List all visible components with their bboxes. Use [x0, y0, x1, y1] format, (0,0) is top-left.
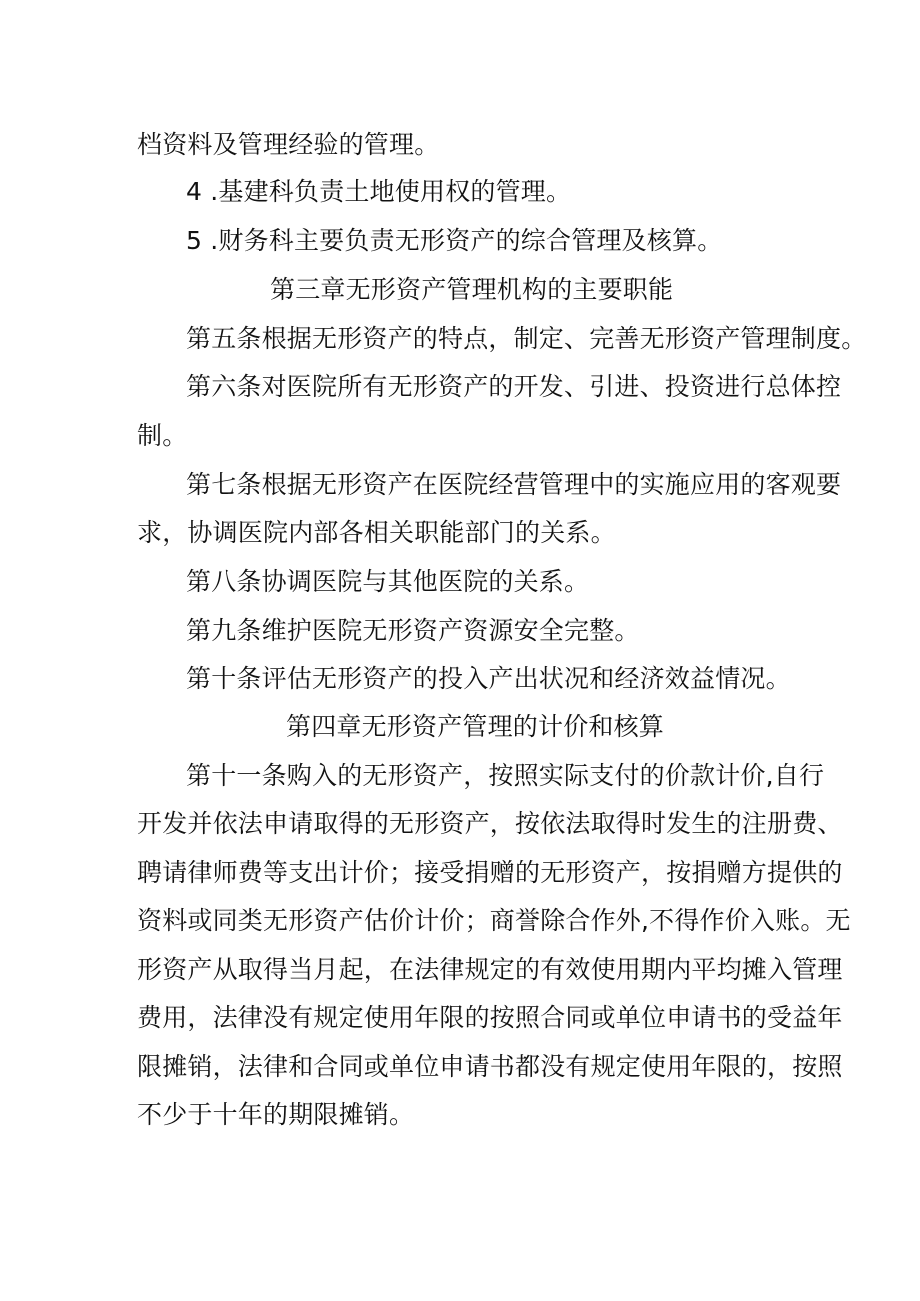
- list-item-4: 4 .基建科负责土地使用权的管理。: [186, 177, 572, 206]
- article-7-line-1: 第七条根据无形资产在医院经营管理中的实施应用的客观要: [186, 470, 842, 499]
- article-11-line-2: 开发并依法申请取得的无形资产，按依法取得时发生的注册费、: [137, 809, 843, 838]
- article-11-line-3: 聘请律师费等支出计价；接受捐赠的无形资产，按捐赠方提供的: [137, 858, 843, 887]
- chapter-heading-3: 第三章无形资产管理机构的主要职能: [270, 275, 674, 304]
- article-11-line-1: 第十一条购入的无形资产，按照实际支付的价款计价,自行: [186, 761, 825, 790]
- article-10: 第十条评估无形资产的投入产出状况和经济效益情况。: [186, 664, 791, 693]
- list-item-5: 5 .财务科主要负责无形资产的综合管理及核算。: [186, 226, 723, 255]
- article-11-line-6: 费用，法律没有规定使用年限的按照合同或单位申请书的受益年: [137, 1003, 843, 1032]
- article-11-line-5: 形资产从取得当月起，在法律规定的有效使用期内平均摊入管理: [137, 955, 843, 984]
- article-6-line-1: 第六条对医院所有无形资产的开发、引进、投资进行总体控: [186, 372, 842, 401]
- article-9: 第九条维护医院无形资产资源安全完整。: [186, 616, 640, 645]
- article-11-line-7: 限摊销，法律和合同或单位申请书都没有规定使用年限的，按照: [137, 1052, 843, 1081]
- article-11-line-4: 资料或同类无形资产估价计价；商誉除合作外,不得作价入账。无: [137, 906, 851, 935]
- article-11-line-8: 不少于十年的期限摊销。: [137, 1100, 415, 1129]
- article-8: 第八条协调医院与其他医院的关系。: [186, 567, 590, 596]
- paragraph-line-1: 档资料及管理经验的管理。: [137, 130, 440, 159]
- chapter-heading-4: 第四章无形资产管理的计价和核算: [286, 712, 665, 741]
- article-5: 第五条根据无形资产的特点，制定、完善无形资产管理制度。: [186, 324, 867, 353]
- article-6-line-2: 制。: [137, 421, 188, 450]
- article-7-line-2: 求，协调医院内部各相关职能部门的关系。: [137, 518, 616, 547]
